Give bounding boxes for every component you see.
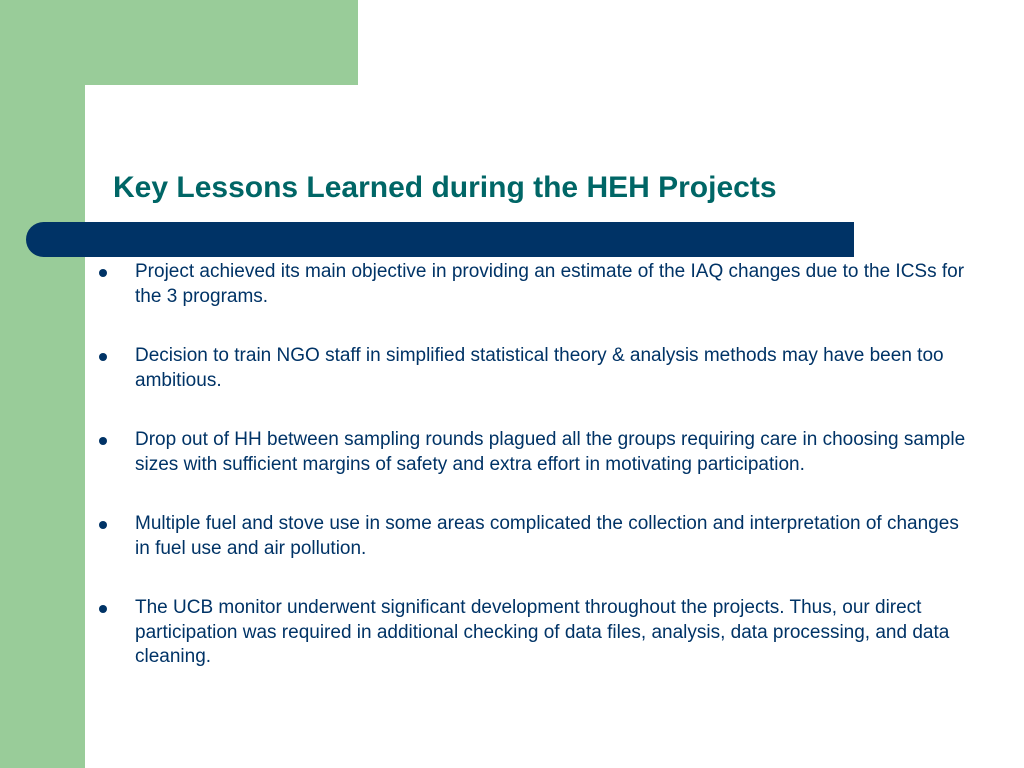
bullet-dot-icon [99,521,107,529]
bullet-text: Project achieved its main objective in providing an estimate of the IAQ changes due to the ICSs for the 3 programs. [135,261,965,307]
bullet-text: Drop out of HH between sampling rounds plagued all the groups requiring care in choosing sample sizes with sufficient margins of safety and extra effort in motivating participation. [135,429,966,475]
bullet-item-1 [96,260,976,309]
bullet-dot-icon [99,269,107,277]
slide-title: Key Lessons Learned during the HEH Projects [113,171,777,204]
bullet-text: Multiple fuel and stove use in some areas complicated the collection and interpretation of changes in fuel use and air pollution. [135,513,959,559]
bullet-dot-icon [99,605,107,613]
bullet-item-3 [96,428,976,477]
bullet-item-2 [96,344,976,393]
bullet-text: Decision to train NGO staff in simplified statistical theory & analysis methods may have been too ambitious. [135,345,944,391]
bullet-dot-icon [99,437,107,445]
title-underline-bar [26,222,854,257]
bullet-list [96,260,976,670]
bullet-item-4 [96,512,976,561]
bullet-text: The UCB monitor underwent significant development throughout the projects. Thus, our direct participation was required in additional checking of data files, analysis, data processing, and data cleaning. [135,597,950,667]
bullet-item-5 [96,596,976,670]
bullet-dot-icon [99,353,107,361]
